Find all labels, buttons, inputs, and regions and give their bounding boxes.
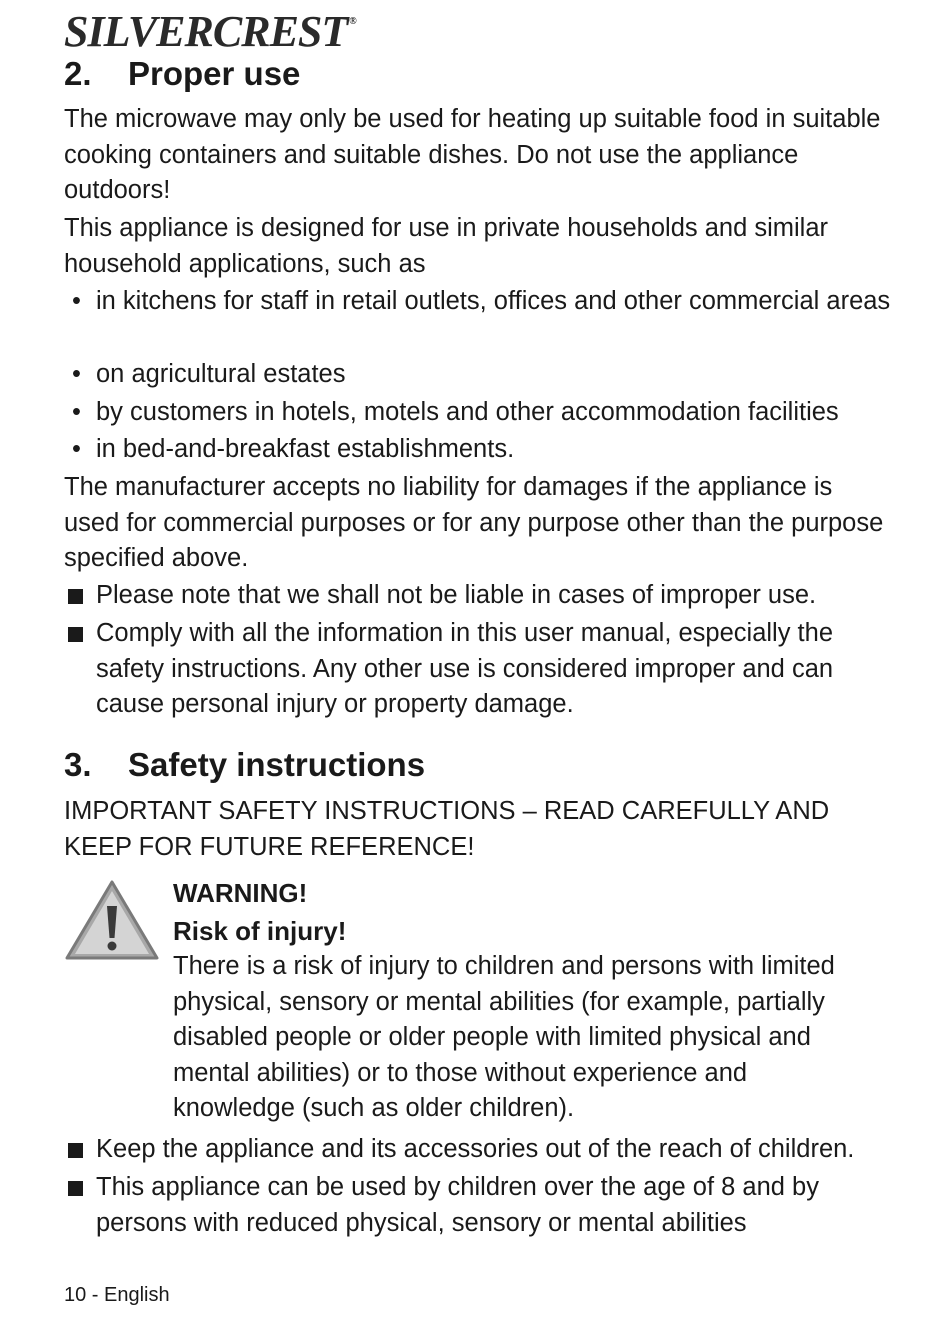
use-list-item [64,357,894,393]
section-3-title: Safety instructions [128,746,426,783]
bullet-dot-icon: • [72,398,81,426]
safety-note-item [64,1132,894,1168]
section-2-title: Proper use [128,55,301,92]
use-list-item [64,284,894,320]
use-list-item [64,432,894,468]
section-2-number: 2. [64,55,92,92]
square-bullet-icon [68,1143,83,1158]
logo-registered-mark: ® [349,16,356,27]
square-bullet-icon [68,589,83,604]
page-footer: 10 - English [64,1284,170,1306]
brand-logo [64,0,356,54]
square-bullet-icon [68,627,83,642]
important-notice: IMPORTANT SAFETY INSTRUCTIONS – READ CAREFULLY AND KEEP FOR FUTURE REFERENCE! [64,797,830,861]
safety-note-item [64,1170,894,1241]
safety-note-item-text: Keep the appliance and its accessories out of the reach of children. [96,1135,855,1163]
warning-subheading: Risk of injury! [173,915,347,946]
warning-block [173,876,873,1127]
bullet-dot-icon: • [72,360,81,388]
designed-for-paragraph: This appliance is designed for use in private households and similar household applications, such as [64,214,829,278]
use-list-item-text: on agricultural estates [96,360,346,388]
note-item [64,616,894,723]
section-2-heading [64,54,300,94]
note-item-text: Please note that we shall not be liable in cases of improper use. [96,581,817,609]
bullet-dot-icon: • [72,435,81,463]
use-list-item-text: by customers in hotels, motels and other accommodation facilities [96,398,839,426]
logo-silver: SILVER [64,7,213,56]
square-bullet-icon [68,1181,83,1196]
use-list-item-text: in kitchens for staff in retail outlets, offices and other commercial areas [96,287,891,315]
section-3-heading [64,745,425,785]
note-item-text: Comply with all the information in this user manual, especially the safety instructions. Any other use is considered improper and can cause personal injury or property damage. [96,619,834,718]
safety-note-item-text: This appliance can be used by children over the age of 8 and by persons with reduced physical, sensory or mental abilities [96,1173,819,1237]
liability-paragraph: The manufacturer accepts no liability for damages if the appliance is used for commercial purposes or for any purpose other than the purpose specified above. [64,473,884,572]
logo-crest: CREST [212,7,348,56]
intro-paragraph: The microwave may only be used for heating up suitable food in suitable cooking containers and suitable dishes. Do not use the appliance outdoors! [64,105,881,204]
warning-triangle-icon [64,878,160,962]
bullet-dot-icon: • [72,287,81,315]
use-list-item [64,395,894,431]
use-list-item-text: in bed-and-breakfast establishments. [96,435,515,463]
warning-heading: WARNING! [173,878,308,908]
warning-text: There is a risk of injury to children and persons with limited physical, sensory or mental abilities (for example, partially disabled people or older people with limited physical and mental abilities) or to those without experience and knowledge (such as older children). [173,952,835,1122]
section-3-number: 3. [64,746,92,783]
note-item [64,578,894,614]
